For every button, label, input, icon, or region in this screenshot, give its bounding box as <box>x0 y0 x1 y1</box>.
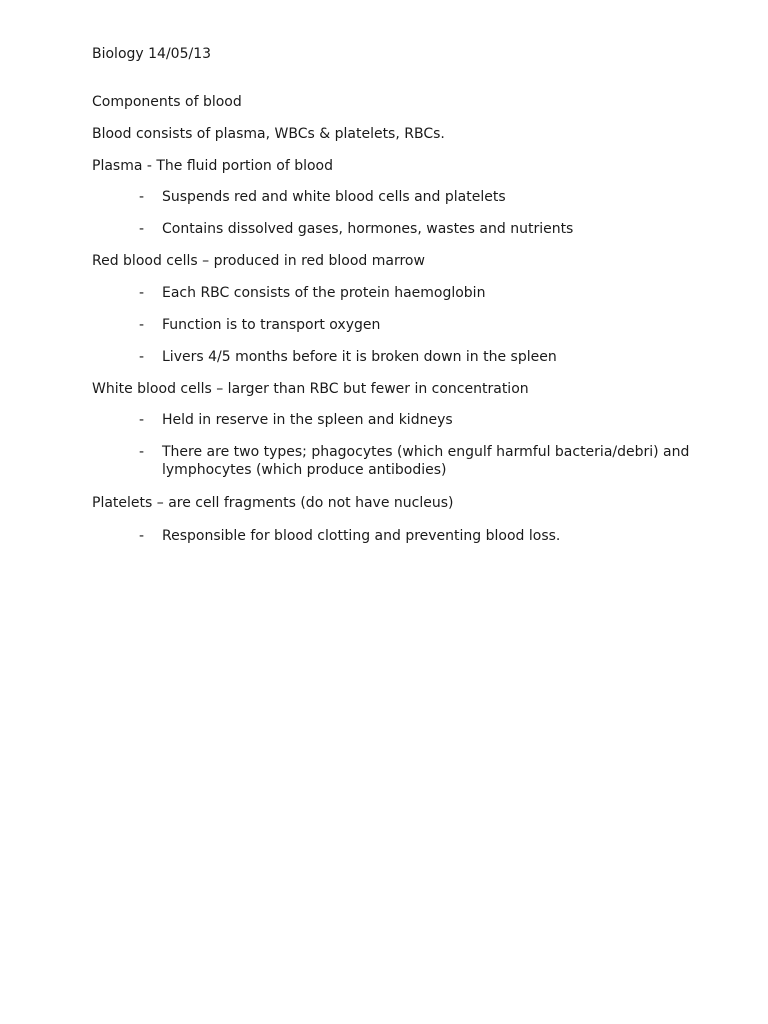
section-title-white-blood-cells: White blood cells – larger than RBC but fewer in concentration <box>92 381 529 397</box>
bullet-marker: - <box>139 528 145 544</box>
document-date-header: Biology 14/05/13 <box>92 46 212 62</box>
bullet-text: There are two types; phagocytes (which engulf harmful bacteria/debri) and lymphocytes (which produce antibodies) <box>162 444 690 478</box>
bullet-text: Responsible for blood clotting and preventing blood loss. <box>162 528 561 544</box>
bullet-text: Each RBC consists of the protein haemoglobin <box>162 285 486 301</box>
intro-paragraph: Blood consists of plasma, WBCs & platelets, RBCs. <box>92 126 445 142</box>
section-title-platelets: Platelets – are cell fragments (do not have nucleus) <box>92 495 454 511</box>
bullet-marker: - <box>139 285 145 301</box>
bullet-marker: - <box>139 189 145 205</box>
bullet-text: Livers 4/5 months before it is broken down in the spleen <box>162 349 557 365</box>
bullet-text: Contains dissolved gases, hormones, wastes and nutrients <box>162 221 574 237</box>
section-title-red-blood-cells: Red blood cells – produced in red blood marrow <box>92 253 425 269</box>
document-heading: Components of blood <box>92 94 242 110</box>
bullet-marker: - <box>139 444 145 460</box>
bullet-marker: - <box>139 412 145 428</box>
bullet-marker: - <box>139 221 145 237</box>
section-title-plasma: Plasma - The fluid portion of blood <box>92 158 333 174</box>
bullet-text: Function is to transport oxygen <box>162 317 381 333</box>
bullet-text: Suspends red and white blood cells and platelets <box>162 189 506 205</box>
bullet-marker: - <box>139 317 145 333</box>
bullet-text: Held in reserve in the spleen and kidneys <box>162 412 453 428</box>
bullet-marker: - <box>139 349 145 365</box>
